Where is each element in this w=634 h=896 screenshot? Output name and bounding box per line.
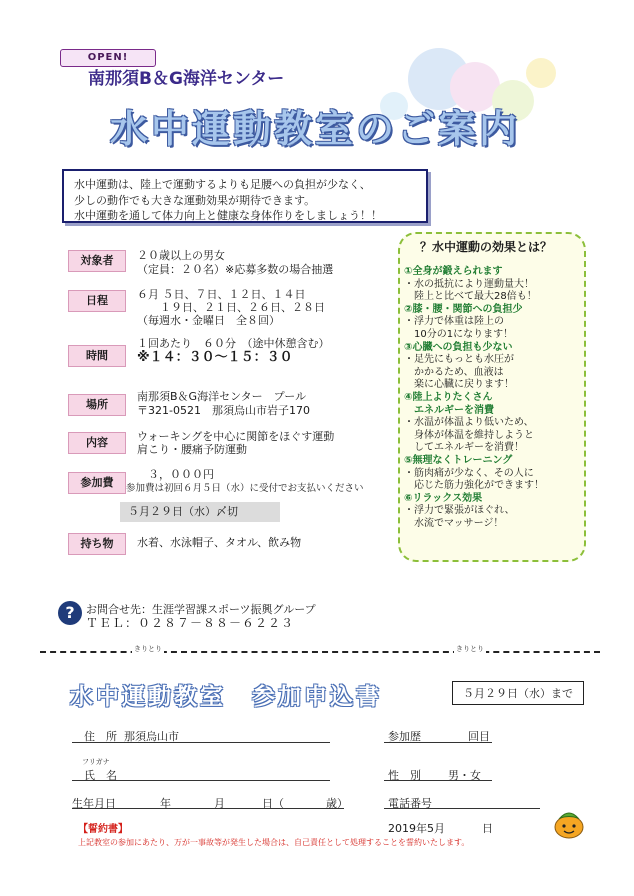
gender-label: 性 別 — [388, 769, 421, 782]
place-line: 南那須B＆G海洋センター プール — [137, 390, 307, 403]
address-field[interactable] — [72, 742, 330, 743]
birth-age: 歳） — [326, 797, 348, 810]
name-label: 氏 名 — [84, 769, 117, 782]
name-field[interactable] — [72, 780, 330, 781]
birth-label: 生年月日 — [72, 797, 116, 810]
intro-box — [62, 169, 428, 223]
pledge-text: 上記教室の参加にあたり、万が一事故等が発生した場合は、自己責任として処理することを誓約いたします。 — [78, 838, 470, 847]
target-line: ２０歳以上の男女 — [137, 249, 225, 262]
time-label: 時間 — [68, 345, 126, 367]
intro-line: 少しの動作でも大きな運動効果が期待できます。 — [74, 193, 316, 207]
effect-line: 10分の1になります！ — [404, 329, 514, 340]
form-title: 水中運動教室 参加申込書 — [70, 684, 382, 710]
address-value: 那須烏山市 — [124, 730, 179, 743]
content-line: ウォーキングを中心に関節をほぐす運動 — [137, 430, 335, 443]
effects-title: ？水中運動の効果とは？ — [420, 240, 553, 254]
schedule-line: ６月 ５日、７日、１２日、１４日 — [137, 288, 306, 301]
date-value: 2019年5月 — [388, 822, 445, 835]
items-label: 持ち物 — [68, 533, 126, 555]
effect-line: 陸上と比べて最大28倍も！ — [404, 291, 537, 303]
effect-line: ・浮力で体重は陸上の — [404, 316, 504, 328]
pledge-heading: 【誓約書】 — [78, 824, 128, 835]
cut-label: きりとり — [456, 645, 484, 653]
cut-label: きりとり — [134, 645, 162, 653]
mascot-icon — [552, 806, 586, 840]
birth-month: 月 — [214, 797, 225, 810]
contact-line: お問合せ先：生涯学習課スポーツ振興グループ — [86, 603, 316, 616]
open-tag: OPEN! — [60, 49, 156, 67]
furigana-label: フリガナ — [82, 758, 110, 766]
effect-line: 応じた筋力強化ができます！ — [404, 480, 544, 492]
effect-line: 身体が体温を維持しようと — [404, 429, 534, 441]
effect-line: ・浮力で緊張がほぐれ、 — [404, 505, 515, 517]
organization-name: 南那須B＆G海洋センター — [88, 69, 285, 89]
effect-line: ・水の抵抗により運動量大！ — [404, 278, 534, 290]
place-label: 場所 — [68, 394, 126, 416]
birth-day: 日（ — [262, 797, 284, 810]
effect-line: ②膝・腰・関節への負担少 — [404, 303, 523, 315]
experience-label: 参加歴 — [388, 730, 421, 743]
intro-line: 水中運動は、陸上で運動するよりも足腰への負担が少なく、 — [74, 178, 371, 191]
fee-label: 参加費 — [68, 472, 126, 494]
date-day: 日 — [482, 822, 493, 835]
contact-tel: ＴＥＬ：０２８７－８８－６２２３ — [86, 616, 295, 630]
effect-line: ①全身が鍛えられます — [404, 266, 503, 277]
deadline-box: ５月２９日（水）〆切 — [120, 502, 280, 522]
page-title: 水中運動教室のご案内 — [110, 107, 521, 151]
experience-unit: 回目 — [468, 730, 490, 743]
birth-year: 年 — [160, 797, 171, 810]
phone-field[interactable] — [384, 808, 540, 809]
effect-line: ⑤無理なくトレーニング — [404, 455, 513, 466]
experience-field[interactable] — [384, 742, 492, 743]
effect-line: ④陸上よりたくさん — [404, 392, 493, 403]
time-line: １回あたり ６０分 （途中休憩含む） — [137, 337, 330, 350]
schedule-line: １９日、２１日、２６日、２８日 — [160, 301, 325, 314]
effect-line: ・水温が体温より低いため、 — [404, 417, 534, 429]
time-line: ※１４：３０～１５：３０ — [137, 350, 293, 365]
birth-field[interactable] — [72, 808, 344, 809]
effect-line: エネルギーを消費 — [404, 404, 494, 416]
effect-line: 楽に心臓に戻ります！ — [404, 379, 514, 391]
decor-bubble — [526, 58, 556, 88]
effect-line: ・筋肉痛が少なく、その人に — [404, 467, 534, 479]
schedule-line: （毎週水・金曜日 全８回） — [137, 314, 280, 327]
schedule-label: 日程 — [68, 290, 126, 312]
gender-value[interactable]: 男・女 — [448, 769, 481, 782]
fee-line: 参加費は初回６月５日（水）に受付でお支払いください — [126, 483, 364, 494]
effect-line: ③心臓への負担も少ない — [404, 341, 513, 353]
gender-field[interactable] — [384, 780, 492, 781]
effect-line: 水流でマッサージ！ — [404, 518, 504, 529]
form-deadline: ５月２９日（水）まで — [452, 681, 584, 705]
phone-label: 電話番号 — [388, 797, 432, 810]
address-label: 住 所 — [84, 730, 117, 743]
target-label: 対象者 — [68, 250, 126, 272]
place-line: 〒321-0521 那須烏山市岩子170 — [137, 404, 310, 417]
effect-line: かかるため、血液は — [404, 366, 504, 378]
content-line: 肩こり・腰痛予防運動 — [137, 443, 247, 456]
effect-line: ⑥リラックス効果 — [404, 492, 483, 504]
target-line: （定員：２０名）※応募多数の場合抽選 — [137, 263, 334, 276]
cut-line — [40, 651, 600, 653]
question-icon: ? — [58, 601, 82, 625]
intro-line: 水中運動を通して体力向上と健康な身体作りをしましょう！！ — [74, 209, 382, 222]
effect-line: してエネルギーを消費！ — [404, 442, 524, 454]
fee-line: ３，０００円 — [148, 468, 214, 481]
content-label: 内容 — [68, 432, 126, 454]
effect-line: ・足先にもっとも水圧が — [404, 354, 514, 366]
items-line: 水着、水泳帽子、タオル、飲み物 — [137, 536, 302, 549]
